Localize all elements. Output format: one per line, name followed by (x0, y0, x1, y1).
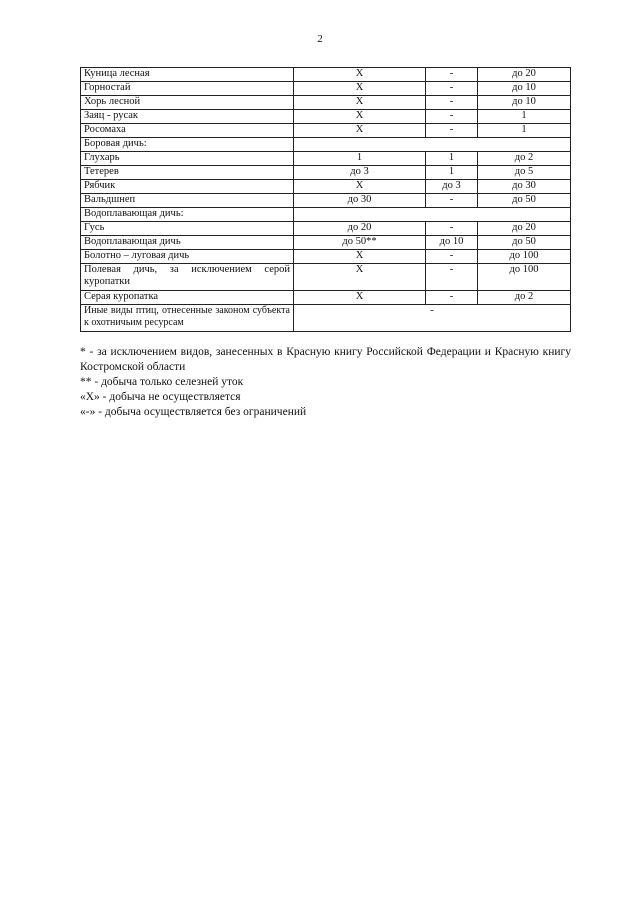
value-cell-c: до 100 (478, 264, 571, 291)
footnote-red-book: * - за исключением видов, занесенных в Красную книгу Российской Федерации и Красную книгу Костромской области (80, 346, 571, 373)
value-cell-b: - (426, 124, 478, 138)
section-row (81, 208, 571, 222)
value-cell-a: Х (294, 180, 426, 194)
value-cell-b: - (426, 96, 478, 110)
species-name-cell: Болотно – луговая дичь (81, 250, 294, 264)
value-cell-b: - (426, 250, 478, 264)
species-name-cell: Рябчик (81, 180, 294, 194)
value-cell-b: - (426, 194, 478, 208)
species-name-cell: Глухарь (81, 152, 294, 166)
value-cell-b: до 3 (426, 180, 478, 194)
value-cell-b: - (426, 291, 478, 305)
section-empty-cell (294, 208, 571, 222)
species-name-cell: Серая куропатка (81, 291, 294, 305)
table-row (81, 166, 571, 180)
value-cell-a: Х (294, 291, 426, 305)
footnote-drakes-only: ** - добыча только селезней уток (80, 376, 244, 388)
section-heading: Водоплавающая дичь: (81, 208, 294, 222)
value-cell-c: до 20 (478, 222, 571, 236)
value-cell-a: до 20 (294, 222, 426, 236)
table-row (81, 152, 571, 166)
value-cell-c: до 20 (478, 68, 571, 82)
value-cell-c: до 10 (478, 82, 571, 96)
value-cell-c: до 2 (478, 152, 571, 166)
value-cell-b: - (426, 82, 478, 96)
species-name-cell: Водоплавающая дичь (81, 236, 294, 250)
value-cell-c: 1 (478, 124, 571, 138)
table-row (81, 236, 571, 250)
table-row (81, 180, 571, 194)
value-cell-a: Х (294, 250, 426, 264)
table-row (81, 82, 571, 96)
footnote-dash-meaning: «-» - добыча осуществляется без ограничений (80, 406, 307, 418)
value-cell-c: до 5 (478, 166, 571, 180)
species-name-cell: Заяц - русак (81, 110, 294, 124)
game-quota-table (80, 67, 571, 332)
species-name-cell: Хорь лесной (81, 96, 294, 110)
species-name-cell: Горностай (81, 82, 294, 96)
value-cell-a: Х (294, 96, 426, 110)
table-row (81, 194, 571, 208)
merged-value-cell: - (294, 305, 571, 332)
table-row (81, 110, 571, 124)
species-name-cell: Полевая дичь, за исключением серой куропатки (81, 264, 294, 291)
table-row (81, 222, 571, 236)
value-cell-c: до 2 (478, 291, 571, 305)
species-name-cell: Росомаха (81, 124, 294, 138)
table-row (81, 250, 571, 264)
page-number: 2 (317, 33, 323, 45)
value-cell-c: до 100 (478, 250, 571, 264)
value-cell-a: Х (294, 110, 426, 124)
table-row (81, 291, 571, 305)
value-cell-c: 1 (478, 110, 571, 124)
value-cell-a: Х (294, 68, 426, 82)
table-row (81, 96, 571, 110)
value-cell-c: до 50 (478, 194, 571, 208)
value-cell-a: Х (294, 82, 426, 96)
species-name-cell: Гусь (81, 222, 294, 236)
species-name-cell: Тетерев (81, 166, 294, 180)
footnotes (80, 345, 571, 420)
section-empty-cell (294, 138, 571, 152)
species-name-cell: Вальдшнеп (81, 194, 294, 208)
table-body (81, 68, 571, 332)
species-name-cell: Иные виды птиц, отнесенные законом субъекта к охотничьим ресурсам (81, 305, 294, 332)
value-cell-c: до 50 (478, 236, 571, 250)
value-cell-a: 1 (294, 152, 426, 166)
section-row (81, 138, 571, 152)
value-cell-a: Х (294, 124, 426, 138)
value-cell-a: до 30 (294, 194, 426, 208)
value-cell-b: 1 (426, 152, 478, 166)
value-cell-a: Х (294, 264, 426, 291)
value-cell-a: до 3 (294, 166, 426, 180)
table-row (81, 264, 571, 291)
table-row (81, 68, 571, 82)
value-cell-a: до 50** (294, 236, 426, 250)
section-heading: Боровая дичь: (81, 138, 294, 152)
value-cell-c: до 30 (478, 180, 571, 194)
value-cell-b: - (426, 110, 478, 124)
species-name-cell: Куница лесная (81, 68, 294, 82)
footnote-x-meaning: «Х» - добыча не осуществляется (80, 391, 241, 403)
value-cell-b: 1 (426, 166, 478, 180)
table-row (81, 305, 571, 332)
value-cell-b: - (426, 264, 478, 291)
value-cell-b: - (426, 222, 478, 236)
value-cell-b: - (426, 68, 478, 82)
value-cell-b: до 10 (426, 236, 478, 250)
table-row (81, 124, 571, 138)
value-cell-c: до 10 (478, 96, 571, 110)
